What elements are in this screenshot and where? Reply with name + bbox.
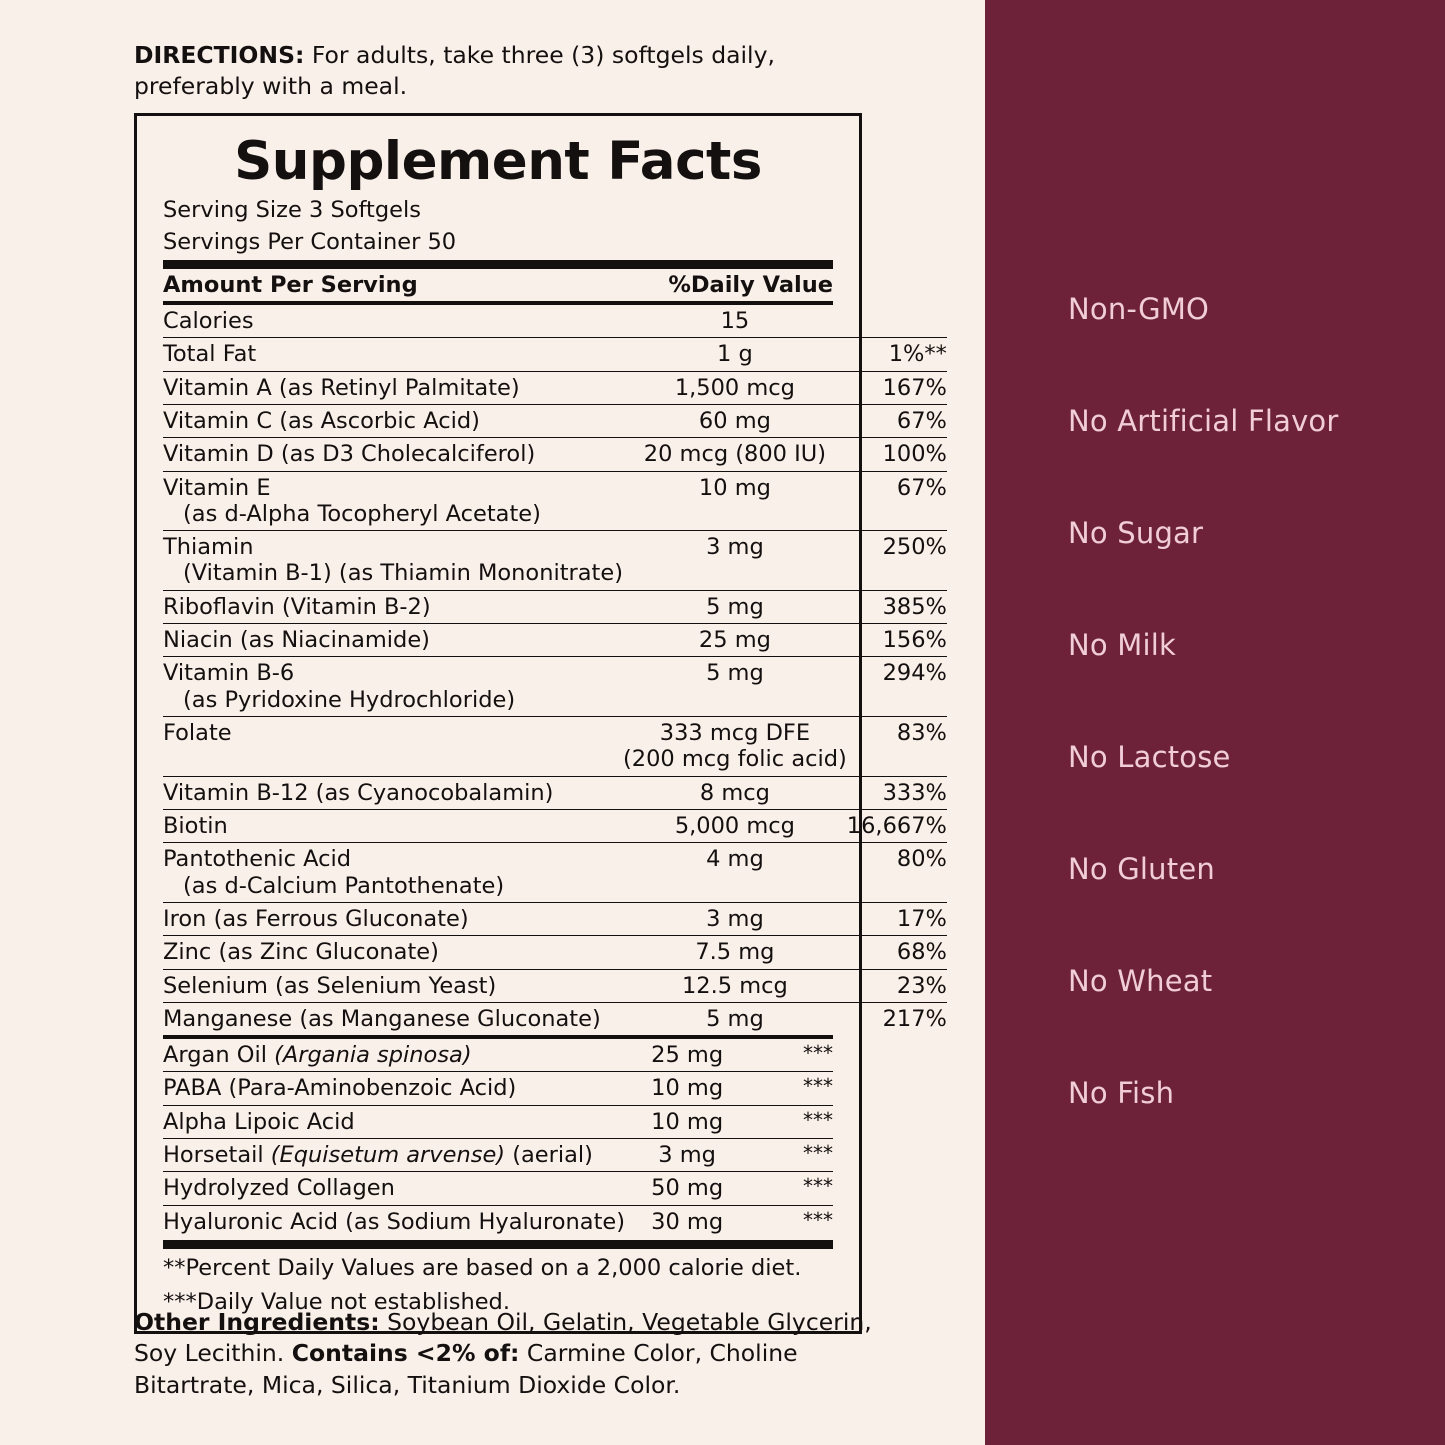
nutrient-amount: 3 mg [623,902,847,935]
table-row [163,1139,833,1172]
nutrient-amount [623,717,847,777]
other-ingredients [134,1307,874,1401]
table-row [163,624,947,657]
table-row [163,1039,833,1072]
ingredient-latin-name: (Argania spinosa) [274,1042,472,1069]
divider-thick-top [163,260,833,269]
ingredient-name-suffix: (aerial) [505,1142,593,1169]
nutrient-amount: 5 mg [706,1005,764,1032]
nutrient-amount: 15 [623,305,847,338]
nutrient-name-line2: (as Pyridoxine Hydrochloride) [183,686,516,713]
claims-panel [985,0,1445,1445]
ingredient-name [163,1139,649,1172]
table-row [163,657,947,717]
ingredient-name [163,1172,649,1205]
claim-item: No Lactose [1068,740,1231,774]
nutrient-name-line1: Pantothenic Acid [163,846,352,873]
ingredient-amount: 3 mg [649,1139,725,1172]
ingredient-name-text: Argan Oil [163,1042,275,1069]
nutrient-dv: 217% [882,1005,947,1032]
nutrient-amount: 3 mg [623,531,847,591]
nutrient-name: Total Fat [163,338,623,371]
nutrient-name: Zinc (as Zinc Gluconate) [163,936,623,969]
divider-thick-bottom [163,1240,833,1249]
ingredient-amount: 10 mg [649,1072,725,1105]
ingredient-dv: *** [725,1039,833,1072]
ingredient-dv: *** [725,1072,833,1105]
table-row [163,404,947,437]
nutrient-amount: 1 g [623,338,847,371]
nutrient-amount: 7.5 mg [623,936,847,969]
nutrient-dv: 67% [847,404,947,437]
nutrient-dv: 385% [847,590,947,623]
nutrient-amount-line2: (200 mcg folic acid) [623,746,847,773]
ingredient-dv: *** [725,1172,833,1205]
ingredient-amount: 10 mg [649,1105,725,1138]
claim-item: No Gluten [1068,852,1215,886]
servings-per-container: Servings Per Container 50 [163,228,457,255]
nutrient-amount: 8 mcg [623,776,847,809]
table-row [163,471,947,531]
ingredient-name [163,1072,649,1105]
table-row [163,1172,833,1205]
claim-item: No Wheat [1068,964,1213,998]
nutrient-name-line1: Vitamin B-6 [163,660,295,687]
nutrient-dv: 16,667% [847,809,947,842]
nutrient-amount: 5,000 mcg [623,809,847,842]
footnote-dv-not-established: ***Daily Value not established. [163,1288,510,1315]
nutrient-name [163,471,623,531]
ingredient-name-text: Hyaluronic Acid (as Sodium Hyaluronate) [163,1208,626,1235]
nutrition-table [163,269,833,301]
ingredient-dv: *** [803,1207,833,1232]
directions-label: DIRECTIONS: [134,41,305,69]
table-row [163,776,947,809]
nutrient-dv: 1%** [847,338,947,371]
other-ingredients-label: Other Ingredients: [134,1308,380,1336]
nutrient-name [163,531,623,591]
nutrient-dv: 167% [847,371,947,404]
ingredient-amount: 50 mg [649,1172,725,1205]
nutrient-name: Riboflavin (Vitamin B-2) [163,590,623,623]
ingredient-latin-name: (Equisetum arvense) [270,1142,506,1169]
footnote-daily-values: **Percent Daily Values are based on a 2,000 calorie diet. [163,1255,802,1282]
other-ingredients-list: Soybean Oil, Gelatin, Vegetable Glycerin, Soy Lecithin. [134,1308,872,1368]
table-row [163,902,947,935]
table-row [163,717,947,777]
ingredient-name [163,1039,649,1072]
nutrient-name-line2: (as d-Alpha Tocopheryl Acetate) [183,500,541,527]
ingredient-name-text: Alpha Lipoic Acid [163,1108,355,1135]
nutrient-name: Iron (as Ferrous Gluconate) [163,902,623,935]
nutrient-amount: 60 mg [623,404,847,437]
nutrient-dv: 156% [847,624,947,657]
nutrient-dv [847,305,947,338]
table-row [163,371,947,404]
table-row [163,590,947,623]
table-row [163,969,947,1002]
ingredient-amount: 25 mg [649,1039,725,1072]
supplement-facts-panel [134,113,947,1334]
claim-item: No Milk [1068,628,1176,662]
nutrient-name: Folate [163,717,623,777]
nutrient-dv: 333% [847,776,947,809]
nutrient-dv: 250% [847,531,947,591]
ingredient-name-text: Horsetail [163,1142,271,1169]
nutrient-dv: 294% [847,657,947,717]
ingredient-name [163,1205,649,1238]
nutrient-name-line2: (Vitamin B-1) (as Thiamin Mononitrate) [183,560,624,587]
table-row [163,843,947,903]
nutrient-name: Vitamin D (as D3 Cholecalciferol) [163,438,623,471]
table-row [163,531,947,591]
claim-item: Non-GMO [1068,292,1210,326]
nutrient-name: Manganese (as Manganese Gluconate) [163,1005,601,1032]
header-daily-value: %Daily Value [668,271,833,298]
nutrient-name: Vitamin A (as Retinyl Palmitate) [163,371,623,404]
table-row [163,338,947,371]
nutrient-amount: 4 mg [623,843,847,903]
table-row [163,1105,833,1138]
nutrient-amount: 12.5 mcg [623,969,847,1002]
nutrient-amount: 20 mcg (800 IU) [623,438,847,471]
directions-body: For adults, take three (3) softgels daily, preferably with a meal. [134,41,775,101]
nutrient-dv: 100% [847,438,947,471]
table-row [163,1002,947,1035]
ingredient-name-text: Hydrolyzed Collagen [163,1175,395,1202]
nutrient-name: Niacin (as Niacinamide) [163,624,623,657]
nutrient-amount: 25 mg [623,624,847,657]
nutrient-name: Calories [163,305,623,338]
table-header-row [163,269,833,301]
ingredient-dv: *** [725,1105,833,1138]
nutrients-table [163,305,947,1035]
nutrient-dv: 17% [847,902,947,935]
nutrient-name [163,843,623,903]
serving-size: Serving Size 3 Softgels [163,196,421,223]
ingredient-amount: 30 mg [651,1208,724,1235]
nutrient-dv: 67% [847,471,947,531]
blend-table [163,1039,833,1238]
nutrient-dv: 23% [847,969,947,1002]
nutrient-name: Selenium (as Selenium Yeast) [163,969,623,1002]
nutrient-dv: 83% [847,717,947,777]
nutrient-amount: 5 mg [623,657,847,717]
claim-item: No Artificial Flavor [1068,404,1339,438]
table-row [163,1205,833,1238]
table-row [163,438,947,471]
header-amount-per-serving: Amount Per Serving [163,271,418,298]
nutrient-name-line2: (as d-Calcium Pantothenate) [183,872,505,899]
nutrient-name [163,657,623,717]
contains-label: Contains <2% of: [291,1339,520,1368]
table-row [163,936,947,969]
claims-list [1068,292,1339,1191]
claim-item: No Fish [1068,1076,1175,1110]
ingredient-dv: *** [725,1139,833,1172]
nutrient-name: Vitamin C (as Ascorbic Acid) [163,404,623,437]
nutrient-name: Vitamin B-12 (as Cyanocobalamin) [163,776,623,809]
table-row [163,1072,833,1105]
page-title: Supplement Facts [234,131,762,192]
nutrient-amount: 10 mg [623,471,847,531]
nutrient-amount: 5 mg [623,590,847,623]
ingredient-name [163,1105,649,1138]
nutrient-name-line1: Thiamin [163,534,254,561]
nutrient-amount: 1,500 mcg [623,371,847,404]
nutrient-name-line1: Vitamin E [163,474,271,501]
nutrient-name: Biotin [163,809,623,842]
nutrient-dv: 80% [847,843,947,903]
table-row [163,305,947,338]
nutrient-dv: 68% [847,936,947,969]
claim-item: No Sugar [1068,516,1204,550]
nutrient-amount-line1: 333 mcg DFE [659,720,811,747]
table-row [163,809,947,842]
contains-list: Carmine Color, Choline Bitartrate, Mica, Silica, Titanium Dioxide Color. [134,1339,798,1399]
directions-text [134,40,874,103]
ingredient-name-text: PABA (Para-Aminobenzoic Acid) [163,1075,517,1102]
